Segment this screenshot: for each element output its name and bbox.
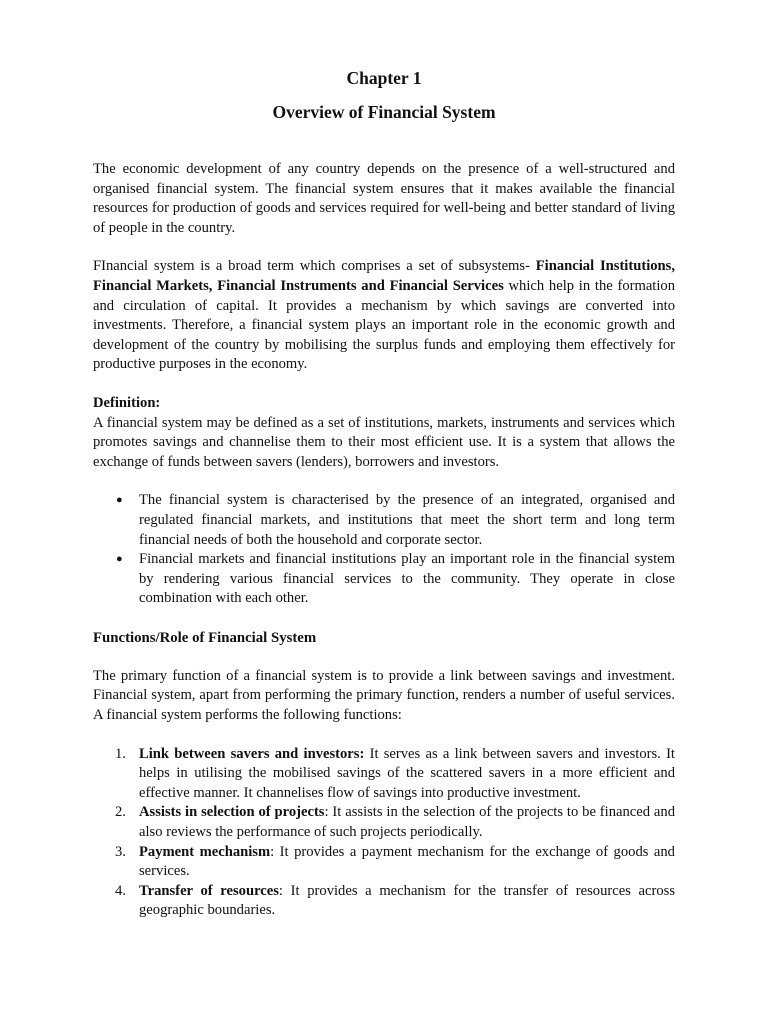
subsystems-lead: FInancial system is a broad term which comprises a set of subsystems- — [93, 258, 536, 275]
subsystems-rest: which help in the formation and circulation of capital. It provides a mechanism by which savings are converted into investments. Therefore, a financial system plays an important role in the economic growth and development of the country by mobilising the surplus funds and employing them effectively for productive purposes in the economy. — [93, 277, 676, 373]
item-text: : It assists in the selection of the projects to be financed and also reviews the performance of such projects periodically. — [139, 804, 675, 841]
functions-list — [93, 745, 675, 921]
item-text: : It provides a payment mechanism for the exchange of goods and services. — [139, 843, 675, 880]
page-title: Overview of Financial System — [272, 102, 496, 122]
bullet-text: The financial system is characterised by the presence of an integrated, organised and regulated financial markets, and institutions that meet the short term and long term financial needs of both the household and corporate sector. — [139, 492, 675, 548]
item-title: Payment mechanism — [139, 843, 271, 860]
item-title: Transfer of resources — [139, 882, 279, 899]
item-title: Assists in selection of projects — [139, 804, 325, 821]
definition-heading: Definition: — [93, 394, 161, 411]
item-title: Link between savers and investors: — [139, 745, 365, 762]
item-number: 4. — [115, 882, 126, 899]
list-item — [93, 882, 675, 921]
definition-text: A financial system may be defined as a set of institutions, markets, instruments and services which promotes savings and channelise them to their most efficient use. It is a system that allows the exchange of funds between savers (lenders), borrowers and investors. — [93, 414, 675, 470]
item-number: 1. — [115, 745, 126, 762]
intro-paragraph: The economic development of any country depends on the presence of a well-structured and organised financial system. The financial system ensures that it makes available the financial resources for production of goods and services required for well-being and better standard of living of people in the country. — [93, 161, 675, 236]
list-item — [93, 843, 675, 882]
bullet-list — [93, 491, 675, 609]
bullet-text: Financial markets and financial institutions play an important role in the financial system by rendering various financial services to the community. They operate in close combination with each other. — [139, 551, 675, 607]
item-number: 3. — [115, 843, 126, 860]
list-item — [93, 803, 675, 842]
functions-heading: Functions/Role of Financial System — [93, 629, 317, 646]
list-item — [93, 491, 675, 550]
subsystems-paragraph — [93, 257, 675, 375]
list-item — [93, 745, 675, 804]
item-text: : It provides a mechanism for the transfer of resources across geographic boundaries. — [139, 882, 676, 919]
bullet-icon: ● — [116, 494, 123, 507]
list-item — [93, 550, 675, 609]
subsystems-bold: Financial Institutions, Financial Markets, Financial Instruments and Financial Services — [93, 258, 675, 294]
item-text: It serves as a link between savers and investors. It helps in utilising the mobilised savings of the scattered savers in a more efficient and effective manner. It channelises flow of savings into productive investment. — [139, 745, 675, 801]
chapter-label: Chapter 1 — [346, 68, 422, 88]
functions-intro: The primary function of a financial system is to provide a link between savings and investment. Financial system, apart from performing the primary function, renders a number of useful services. A financial system performs the following functions: — [93, 667, 675, 724]
item-number: 2. — [115, 804, 126, 821]
bullet-icon: ● — [116, 553, 123, 566]
